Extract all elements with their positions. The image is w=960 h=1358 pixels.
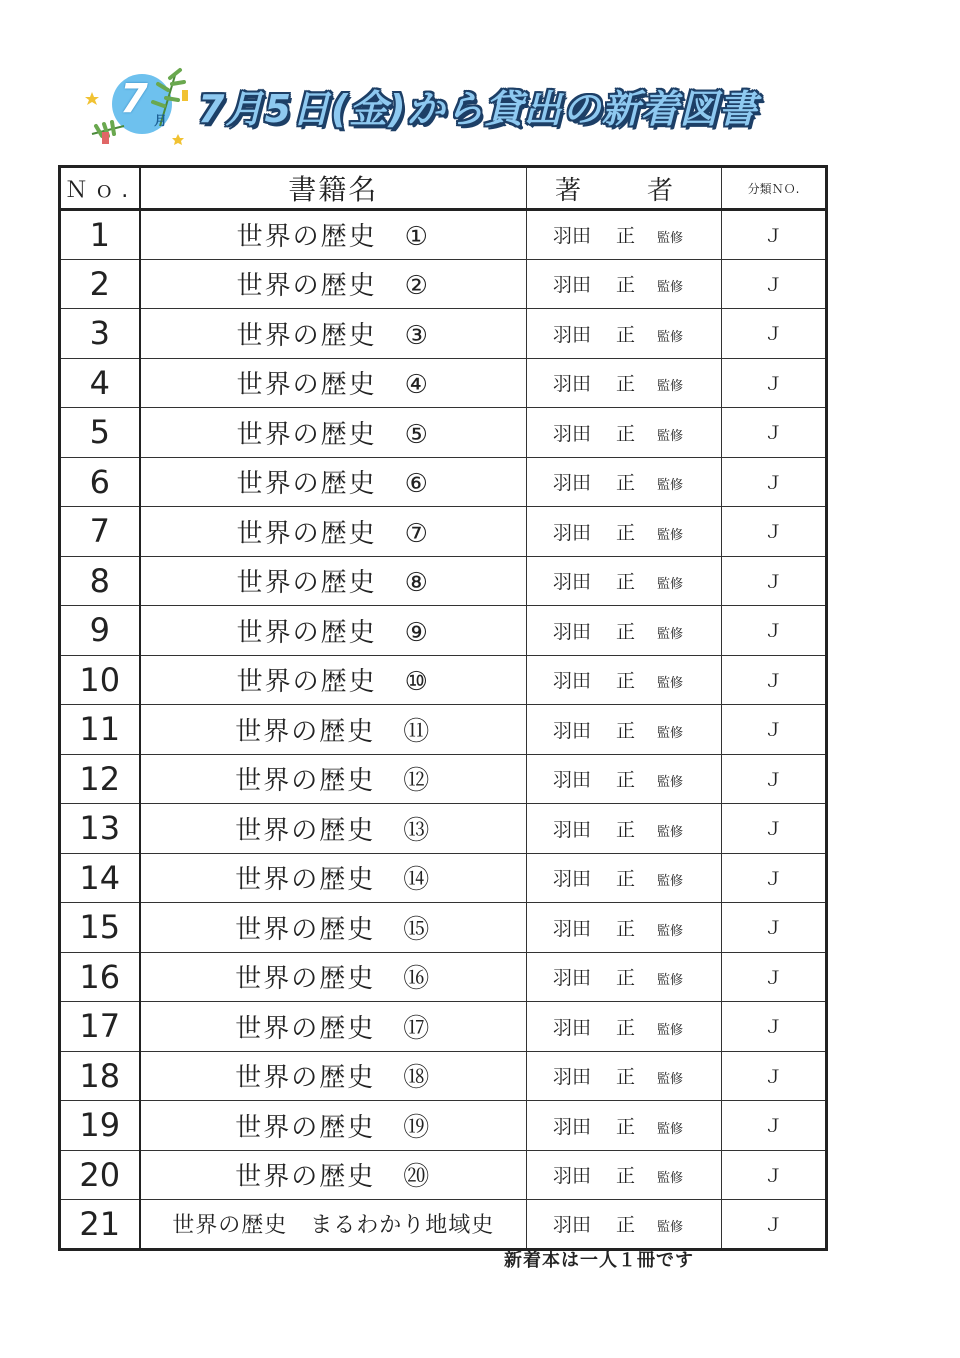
table-row xyxy=(60,408,827,458)
book-title: 世界の歴史 ⑥ xyxy=(140,457,527,507)
book-classification: Ｊ xyxy=(722,1051,827,1101)
book-title: 世界の歴史 ⑰ xyxy=(140,1002,527,1052)
book-title: 世界の歴史 ⑩ xyxy=(140,655,527,705)
book-classification: Ｊ xyxy=(722,408,827,458)
book-title: 世界の歴史 ① xyxy=(140,210,527,260)
book-author xyxy=(527,408,722,458)
author-role: 監修 xyxy=(657,280,684,296)
row-number: 10 xyxy=(60,655,140,705)
book-title: 世界の歴史 ③ xyxy=(140,309,527,359)
table-row xyxy=(60,507,827,557)
book-classification: Ｊ xyxy=(722,952,827,1002)
book-author xyxy=(527,556,722,606)
book-title: 世界の歴史 ⑭ xyxy=(140,853,527,903)
row-number: 7 xyxy=(60,507,140,557)
table-row xyxy=(60,309,827,359)
table-row xyxy=(60,705,827,755)
page-title: 7月5日(金)から貸出の新着図書 xyxy=(198,87,758,131)
author-name: 羽田 正 xyxy=(553,1066,636,1089)
author-role: 監修 xyxy=(657,824,684,840)
author-name: 羽田 正 xyxy=(553,274,636,297)
row-number: 13 xyxy=(60,804,140,854)
author-name: 羽田 正 xyxy=(553,1016,636,1039)
column-header-classification: 分類ＮＯ. xyxy=(722,167,827,210)
lending-limit-note: 新着本は一人１冊です xyxy=(504,1250,694,1271)
book-author xyxy=(527,457,722,507)
row-number: 8 xyxy=(60,556,140,606)
table-row xyxy=(60,457,827,507)
book-classification: Ｊ xyxy=(722,705,827,755)
book-author xyxy=(527,903,722,953)
author-role: 監修 xyxy=(657,626,684,642)
book-title: 世界の歴史 ⑮ xyxy=(140,903,527,953)
author-role: 監修 xyxy=(657,775,684,791)
table-row xyxy=(60,903,827,953)
book-classification: Ｊ xyxy=(722,210,827,260)
book-author xyxy=(527,210,722,260)
book-classification: Ｊ xyxy=(722,853,827,903)
row-number: 11 xyxy=(60,705,140,755)
book-author xyxy=(527,309,722,359)
author-name: 羽田 正 xyxy=(553,1165,636,1188)
book-classification: Ｊ xyxy=(722,556,827,606)
author-role: 監修 xyxy=(657,577,684,593)
book-classification: Ｊ xyxy=(722,754,827,804)
book-title: 世界の歴史 ④ xyxy=(140,358,527,408)
table-row xyxy=(60,1051,827,1101)
author-role: 監修 xyxy=(657,725,684,741)
book-title: 世界の歴史 まるわかり地域史 xyxy=(140,1200,527,1250)
row-number: 6 xyxy=(60,457,140,507)
book-title: 世界の歴史 ⑧ xyxy=(140,556,527,606)
book-classification: Ｊ xyxy=(722,457,827,507)
book-title: 世界の歴史 ⑱ xyxy=(140,1051,527,1101)
table-row xyxy=(60,210,827,260)
author-name: 羽田 正 xyxy=(553,422,636,445)
author-role: 監修 xyxy=(657,1121,684,1137)
row-number: 4 xyxy=(60,358,140,408)
book-author xyxy=(527,507,722,557)
table-row xyxy=(60,1002,827,1052)
book-author xyxy=(527,1002,722,1052)
row-number: 14 xyxy=(60,853,140,903)
table-row xyxy=(60,754,827,804)
author-name: 羽田 正 xyxy=(553,1115,636,1138)
row-number: 21 xyxy=(60,1200,140,1250)
book-title: 世界の歴史 ⑦ xyxy=(140,507,527,557)
month-badge xyxy=(84,64,194,150)
page-header xyxy=(84,64,784,150)
column-header-author: 著 者 xyxy=(527,167,722,210)
author-role: 監修 xyxy=(657,231,684,247)
book-author xyxy=(527,259,722,309)
table-row xyxy=(60,556,827,606)
table-row xyxy=(60,259,827,309)
author-role: 監修 xyxy=(657,874,684,890)
book-author xyxy=(527,804,722,854)
book-author xyxy=(527,606,722,656)
book-author xyxy=(527,1150,722,1200)
table-row xyxy=(60,1200,827,1250)
author-role: 監修 xyxy=(657,428,684,444)
row-number: 5 xyxy=(60,408,140,458)
book-title: 世界の歴史 ⑯ xyxy=(140,952,527,1002)
new-books-table xyxy=(58,165,828,1251)
row-number: 17 xyxy=(60,1002,140,1052)
book-classification: Ｊ xyxy=(722,655,827,705)
row-number: 2 xyxy=(60,259,140,309)
author-role: 監修 xyxy=(657,676,684,692)
author-name: 羽田 正 xyxy=(553,769,636,792)
row-number: 1 xyxy=(60,210,140,260)
author-role: 監修 xyxy=(657,329,684,345)
table-row xyxy=(60,1101,827,1151)
author-role: 監修 xyxy=(657,1022,684,1038)
badge-month-unit: 月 xyxy=(154,114,168,129)
book-author xyxy=(527,754,722,804)
row-number: 9 xyxy=(60,606,140,656)
book-author xyxy=(527,1101,722,1151)
author-name: 羽田 正 xyxy=(553,818,636,841)
row-number: 15 xyxy=(60,903,140,953)
book-classification: Ｊ xyxy=(722,507,827,557)
author-name: 羽田 正 xyxy=(553,571,636,594)
author-name: 羽田 正 xyxy=(553,670,636,693)
row-number: 19 xyxy=(60,1101,140,1151)
author-role: 監修 xyxy=(657,1171,684,1187)
book-author xyxy=(527,655,722,705)
book-title: 世界の歴史 ⑪ xyxy=(140,705,527,755)
author-name: 羽田 正 xyxy=(553,868,636,891)
book-classification: Ｊ xyxy=(722,358,827,408)
table-row xyxy=(60,1150,827,1200)
table-row xyxy=(60,358,827,408)
author-name: 羽田 正 xyxy=(553,620,636,643)
author-role: 監修 xyxy=(657,527,684,543)
author-name: 羽田 正 xyxy=(553,917,636,940)
table-row xyxy=(60,655,827,705)
column-header-title: 書籍名 xyxy=(140,167,527,210)
author-name: 羽田 正 xyxy=(553,967,636,990)
book-classification: Ｊ xyxy=(722,1002,827,1052)
author-name: 羽田 正 xyxy=(553,225,636,248)
author-name: 羽田 正 xyxy=(553,472,636,495)
author-name: 羽田 正 xyxy=(553,1214,636,1237)
book-title: 世界の歴史 ⑫ xyxy=(140,754,527,804)
book-classification: Ｊ xyxy=(722,1150,827,1200)
book-author xyxy=(527,358,722,408)
author-name: 羽田 正 xyxy=(553,719,636,742)
book-title: 世界の歴史 ⑤ xyxy=(140,408,527,458)
book-title: 世界の歴史 ⑬ xyxy=(140,804,527,854)
author-role: 監修 xyxy=(657,379,684,395)
author-role: 監修 xyxy=(657,973,684,989)
book-author xyxy=(527,705,722,755)
row-number: 20 xyxy=(60,1150,140,1200)
book-classification: Ｊ xyxy=(722,1101,827,1151)
row-number: 3 xyxy=(60,309,140,359)
author-role: 監修 xyxy=(657,923,684,939)
table-header-row xyxy=(60,167,827,210)
author-name: 羽田 正 xyxy=(553,373,636,396)
row-number: 12 xyxy=(60,754,140,804)
book-author xyxy=(527,1200,722,1250)
row-number: 18 xyxy=(60,1051,140,1101)
book-classification: Ｊ xyxy=(722,259,827,309)
book-title: 世界の歴史 ⑲ xyxy=(140,1101,527,1151)
badge-month-number: 7 xyxy=(120,76,148,122)
author-role: 監修 xyxy=(657,1220,684,1236)
row-number: 16 xyxy=(60,952,140,1002)
book-classification: Ｊ xyxy=(722,309,827,359)
column-header-no: Ｎｏ. xyxy=(60,167,140,210)
book-classification: Ｊ xyxy=(722,606,827,656)
author-role: 監修 xyxy=(657,1072,684,1088)
book-author xyxy=(527,853,722,903)
table-row xyxy=(60,952,827,1002)
book-title: 世界の歴史 ② xyxy=(140,259,527,309)
book-author xyxy=(527,952,722,1002)
table-row xyxy=(60,606,827,656)
author-name: 羽田 正 xyxy=(553,323,636,346)
author-name: 羽田 正 xyxy=(553,521,636,544)
book-classification: Ｊ xyxy=(722,1200,827,1250)
table-body xyxy=(60,210,827,1250)
book-author xyxy=(527,1051,722,1101)
table-row xyxy=(60,804,827,854)
table-row xyxy=(60,853,827,903)
book-title: 世界の歴史 ⑨ xyxy=(140,606,527,656)
book-classification: Ｊ xyxy=(722,903,827,953)
author-role: 監修 xyxy=(657,478,684,494)
book-title: 世界の歴史 ⑳ xyxy=(140,1150,527,1200)
book-classification: Ｊ xyxy=(722,804,827,854)
